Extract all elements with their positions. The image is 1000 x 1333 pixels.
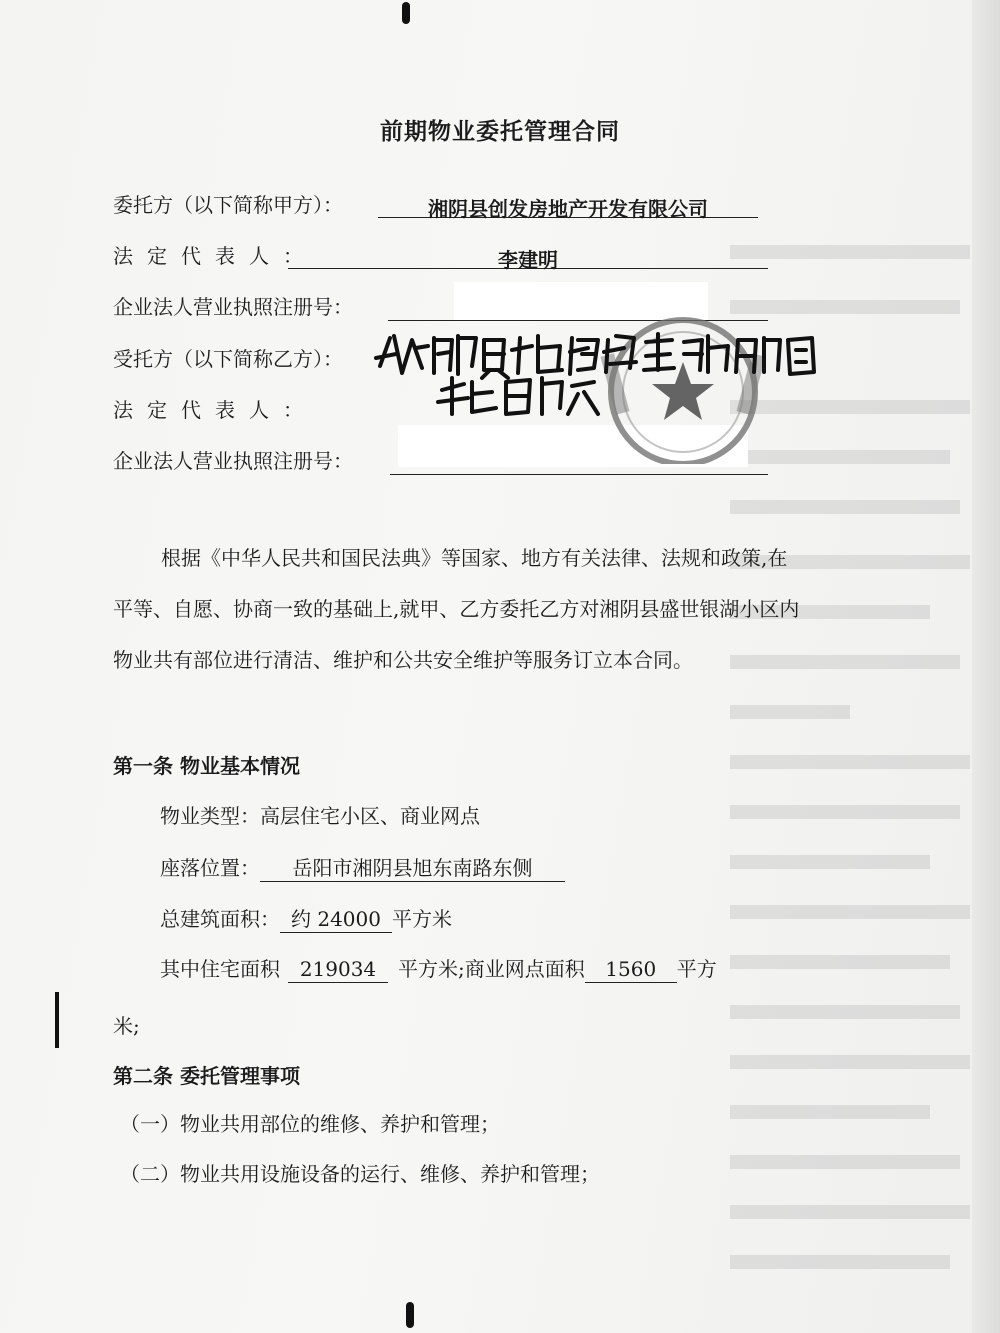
area-breakdown-row bbox=[160, 953, 717, 983]
article-2-item-1: （一）物业共用部位的维修、养护和管理； bbox=[120, 1112, 500, 1136]
preamble-paragraph: 根据《中华人民共和国民法典》等国家、地方有关法律、法规和政策,在平等、自愿、协商一致的基础上,就甲、乙方委托乙方对湘阴县盛世银湖小区内物业共有部位进行清洁、维护和公共安全维护等服务订立本合同。 bbox=[113, 546, 800, 672]
rep-b-row bbox=[113, 394, 317, 423]
article-2-heading: 第二条 委托管理事项 bbox=[113, 1064, 300, 1088]
total-area-row bbox=[160, 903, 452, 933]
commercial-area-label: 平方米;商业网点面积 bbox=[398, 957, 585, 981]
location-value: 岳阳市湘阴县旭东南路东侧 bbox=[260, 855, 565, 882]
location-row bbox=[160, 852, 565, 882]
party-a-value: 湘阴县创发房地产开发有限公司 bbox=[378, 193, 758, 218]
party-b-label: 受托方（以下简称乙方）： bbox=[113, 347, 343, 371]
license-a-row bbox=[113, 291, 353, 320]
commercial-area-unit-wrap: 米; bbox=[113, 1014, 140, 1038]
rep-b-label: 法定代表人： bbox=[113, 398, 317, 422]
residential-area-label: 其中住宅面积 bbox=[160, 957, 280, 981]
property-type-row bbox=[160, 800, 480, 829]
total-area-unit: 平方米 bbox=[392, 907, 452, 931]
residential-area-value: 219034 bbox=[288, 956, 388, 983]
property-type-value: 高层住宅小区、商业网点 bbox=[260, 804, 480, 828]
rep-a-value: 李建明 bbox=[288, 244, 768, 269]
rep-a-label: 法定代表人： bbox=[113, 244, 317, 268]
article-1-heading: 第一条 物业基本情况 bbox=[113, 754, 300, 778]
handwritten-signature bbox=[372, 318, 832, 418]
party-a-label: 委托方（以下简称甲方）： bbox=[113, 193, 343, 217]
punch-mark bbox=[55, 992, 59, 1048]
punch-mark bbox=[406, 1302, 414, 1328]
total-area-label: 总建筑面积： bbox=[160, 907, 280, 931]
license-b-row bbox=[113, 445, 353, 474]
article-2-item-2: （二）物业共用设施设备的运行、维修、养护和管理； bbox=[120, 1162, 600, 1186]
party-a-row bbox=[113, 189, 343, 218]
license-b-label: 企业法人营业执照注册号： bbox=[113, 449, 353, 473]
property-type-label: 物业类型： bbox=[160, 804, 260, 828]
document-title: 前期物业委托管理合同 bbox=[380, 118, 620, 145]
rep-a-row bbox=[113, 240, 317, 269]
punch-mark bbox=[402, 2, 410, 24]
total-area-value: 约 24000 bbox=[280, 906, 392, 933]
commercial-area-unit: 平方 bbox=[676, 957, 717, 981]
license-a-label: 企业法人营业执照注册号： bbox=[113, 295, 353, 319]
commercial-area-value: 1560 bbox=[585, 956, 677, 983]
location-label: 座落位置： bbox=[160, 856, 260, 880]
party-b-row bbox=[113, 343, 343, 372]
